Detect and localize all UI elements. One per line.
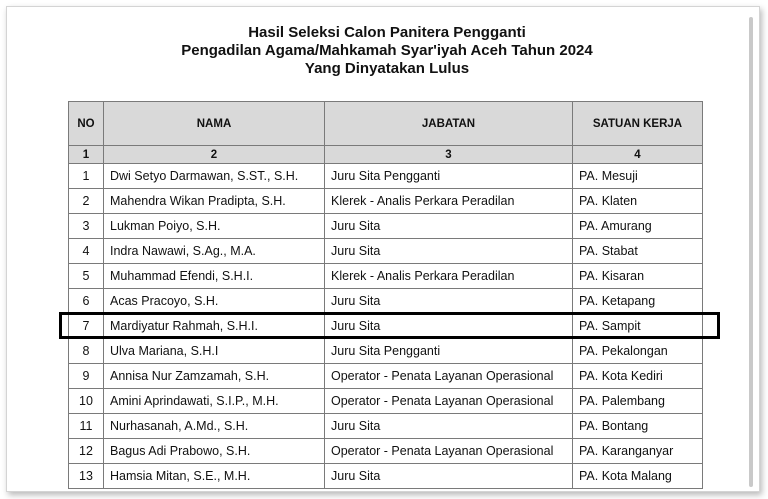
title-line-3: Yang Dinyatakan Lulus (304, 60, 470, 77)
row-no: 6 (69, 289, 104, 314)
document-title (7, 24, 760, 78)
row-jabatan: Operator - Penata Layanan Operasional (325, 389, 573, 414)
row-no: 10 (69, 389, 104, 414)
row-satuan-kerja: PA. Mesuji (573, 164, 703, 189)
column-number: 4 (573, 146, 703, 164)
row-jabatan: Klerek - Analis Perkara Peradilan (325, 264, 573, 289)
row-no: 2 (69, 189, 104, 214)
row-nama: Dwi Setyo Darmawan, S.ST., S.H. (104, 164, 325, 189)
row-satuan-kerja: PA. Amurang (573, 214, 703, 239)
row-no: 5 (69, 264, 104, 289)
column-number: 1 (69, 146, 104, 164)
row-satuan-kerja: PA. Sampit (573, 314, 703, 339)
vertical-scrollbar[interactable] (749, 17, 753, 487)
table-row (69, 239, 703, 264)
row-satuan-kerja: PA. Stabat (573, 239, 703, 264)
row-jabatan: Juru Sita (325, 314, 573, 339)
row-nama: Bagus Adi Prabowo, S.H. (104, 439, 325, 464)
document-page (6, 6, 760, 492)
row-nama: Amini Aprindawati, S.I.P., M.H. (104, 389, 325, 414)
row-no: 8 (69, 339, 104, 364)
header-no: NO (69, 102, 104, 146)
row-satuan-kerja: PA. Ketapang (573, 289, 703, 314)
row-no: 7 (69, 314, 104, 339)
row-jabatan: Juru Sita (325, 289, 573, 314)
header-jabatan: JABATAN (325, 102, 573, 146)
table-row (69, 339, 703, 364)
row-jabatan: Juru Sita (325, 239, 573, 264)
column-number: 3 (325, 146, 573, 164)
row-satuan-kerja: PA. Kota Kediri (573, 364, 703, 389)
row-jabatan: Juru Sita Pengganti (325, 164, 573, 189)
row-nama: Mardiyatur Rahmah, S.H.I. (104, 314, 325, 339)
row-jabatan: Juru Sita (325, 414, 573, 439)
table-row (69, 414, 703, 439)
row-nama: Muhammad Efendi, S.H.I. (104, 264, 325, 289)
row-nama: Hamsia Mitan, S.E., M.H. (104, 464, 325, 489)
row-no: 4 (69, 239, 104, 264)
header-satuan-kerja: SATUAN KERJA (573, 102, 703, 146)
table-row (69, 464, 703, 489)
row-nama: Nurhasanah, A.Md., S.H. (104, 414, 325, 439)
row-no: 12 (69, 439, 104, 464)
table-row (69, 289, 703, 314)
results-table (68, 101, 703, 489)
row-jabatan: Juru Sita Pengganti (325, 339, 573, 364)
row-nama: Ulva Mariana, S.H.I (104, 339, 325, 364)
table-row (69, 164, 703, 189)
header-nama: NAMA (104, 102, 325, 146)
table-row (69, 189, 703, 214)
table-row (69, 214, 703, 239)
row-satuan-kerja: PA. Palembang (573, 389, 703, 414)
row-satuan-kerja: PA. Karanganyar (573, 439, 703, 464)
row-jabatan: Juru Sita (325, 214, 573, 239)
row-nama: Annisa Nur Zamzamah, S.H. (104, 364, 325, 389)
table-row (69, 389, 703, 414)
row-no: 3 (69, 214, 104, 239)
row-nama: Mahendra Wikan Pradipta, S.H. (104, 189, 325, 214)
table-row (69, 264, 703, 289)
row-jabatan: Operator - Penata Layanan Operasional (325, 439, 573, 464)
row-no: 9 (69, 364, 104, 389)
row-satuan-kerja: PA. Kota Malang (573, 464, 703, 489)
row-nama: Acas Pracoyo, S.H. (104, 289, 325, 314)
row-satuan-kerja: PA. Kisaran (573, 264, 703, 289)
table-body (69, 164, 703, 489)
row-jabatan: Juru Sita (325, 464, 573, 489)
table-row (69, 364, 703, 389)
row-jabatan: Klerek - Analis Perkara Peradilan (325, 189, 573, 214)
row-satuan-kerja: PA. Bontang (573, 414, 703, 439)
row-satuan-kerja: PA. Pekalongan (573, 339, 703, 364)
table-row (69, 439, 703, 464)
table-row (69, 314, 703, 339)
row-jabatan: Operator - Penata Layanan Operasional (325, 364, 573, 389)
column-number-row (69, 146, 703, 164)
title-line-1: Hasil Seleksi Calon Panitera Pengganti (248, 24, 526, 41)
table-header-row (69, 102, 703, 146)
column-number: 2 (104, 146, 325, 164)
row-no: 11 (69, 414, 104, 439)
row-nama: Indra Nawawi, S.Ag., M.A. (104, 239, 325, 264)
row-nama: Lukman Poiyo, S.H. (104, 214, 325, 239)
row-no: 13 (69, 464, 104, 489)
row-no: 1 (69, 164, 104, 189)
row-satuan-kerja: PA. Klaten (573, 189, 703, 214)
title-line-2: Pengadilan Agama/Mahkamah Syar'iyah Aceh Tahun 2024 (181, 42, 593, 59)
